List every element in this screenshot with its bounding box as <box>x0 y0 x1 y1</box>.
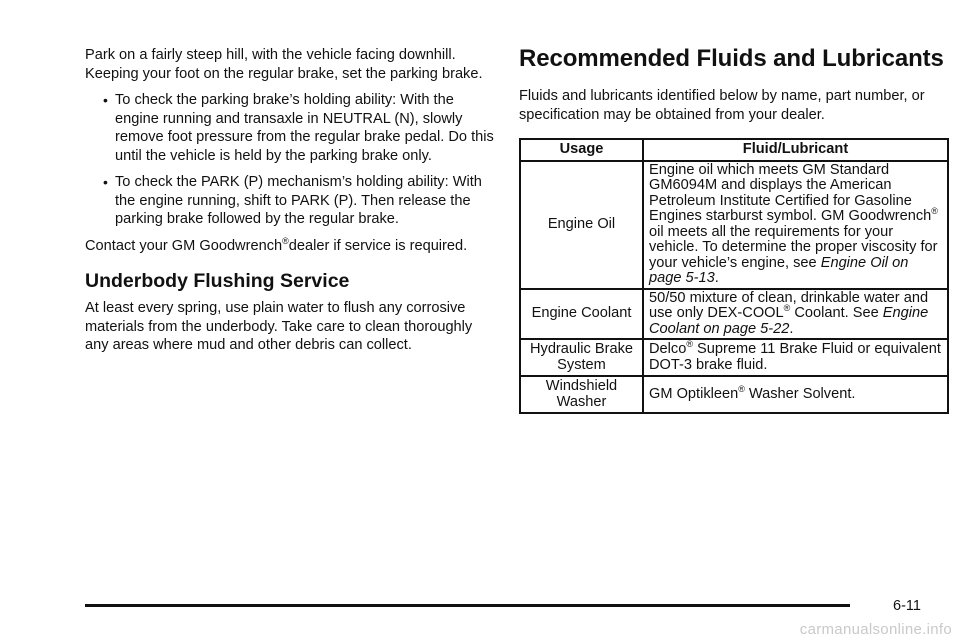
underbody-text: At least every spring, use plain water to flush any corrosive materials from the underbody. Take care to clean thoroughly any areas where mud and other debris can collect. <box>85 300 473 353</box>
page-reference: Engine Oil on page 5-13 <box>649 254 909 286</box>
list-item-text: To check the PARK (P) mechanism’s holding ability: With the engine running, shift to PARK (P). Then release the parking brake followed by the regular brake. <box>115 174 482 227</box>
fluids-table <box>519 138 949 414</box>
page-reference: Engine Coolant on page 5-22 <box>649 305 929 337</box>
page-number: 6-11 <box>893 598 921 614</box>
fluid-cell <box>643 376 948 413</box>
table-row <box>520 376 948 413</box>
table-row <box>520 289 948 340</box>
usage-cell: Engine Oil <box>520 161 643 289</box>
fluid-text: Engine oil which meets GM Standard GM6094M and displays the American Petroleum Institute Certified for Gasoline Engines starburst symbol. GM Goodwrench <box>649 161 932 224</box>
contact-text-end: dealer if service is required. <box>288 237 468 254</box>
table-header-row <box>520 139 948 161</box>
list-item-text: To check the parking brake’s holding ability: With the engine running and transaxle in NEUTRAL (N), slowly remove foot pressure from the regular brake pedal. Do this until the vehicle is held by the parking brake only. <box>115 92 494 164</box>
fluids-intro: Fluids and lubricants identified below by name, part number, or specification may be obtained from your dealer. <box>519 88 925 123</box>
fluid-text: Supreme 11 Brake Fluid or equivalent DOT-3 brake fluid. <box>649 341 941 373</box>
registered-mark: ® <box>931 206 938 216</box>
contact-dealer-text <box>85 237 495 256</box>
table-row <box>520 339 948 376</box>
fluid-cell <box>643 289 948 340</box>
registered-mark: ® <box>686 339 693 349</box>
fluid-text: 50/50 mixture of clean, drinkable water and use only DEX-COOL <box>649 289 929 321</box>
fluid-text-end: . <box>714 270 719 286</box>
fluid-text: oil meets all the requirements for your vehicle. To determine the proper viscosity for your vehicle’s engine, see <box>649 223 938 271</box>
bullet-icon: • <box>103 92 108 108</box>
column-header-usage: Usage <box>520 139 643 161</box>
left-column <box>85 46 495 355</box>
registered-mark: ® <box>783 303 791 313</box>
fluid-text: Coolant. See <box>790 305 883 321</box>
usage-cell: Windshield Washer <box>520 376 643 413</box>
registered-mark: ® <box>282 235 289 246</box>
right-column <box>519 44 951 414</box>
fluid-text: GM Optikleen <box>649 385 739 402</box>
footer-rule <box>85 604 850 607</box>
underbody-heading: Underbody Flushing Service <box>85 270 350 292</box>
usage-cell: Engine Coolant <box>520 289 643 340</box>
fluid-text: Washer Solvent. <box>744 385 856 402</box>
table-row <box>520 161 948 289</box>
parking-brake-intro: Park on a fairly steep hill, with the vehicle facing downhill. Keeping your foot on the regular brake, set the parking brake. <box>85 47 483 82</box>
list-item <box>85 91 495 165</box>
fluid-text-end: . <box>789 320 794 337</box>
bullet-icon: • <box>103 174 108 190</box>
watermark: carmanualsonline.info <box>799 621 952 638</box>
fluid-cell <box>643 339 948 376</box>
page-title: Recommended Fluids and Lubricants <box>519 45 944 72</box>
fluid-text: Delco <box>649 341 687 357</box>
contact-text-start: Contact your GM Goodwrench <box>85 237 283 254</box>
check-list <box>85 91 495 229</box>
list-item <box>85 173 495 229</box>
usage-cell: Hydraulic Brake System <box>520 339 643 376</box>
column-header-fluid: Fluid/Lubricant <box>643 139 948 161</box>
registered-mark: ® <box>738 383 745 394</box>
fluid-cell <box>643 161 948 289</box>
